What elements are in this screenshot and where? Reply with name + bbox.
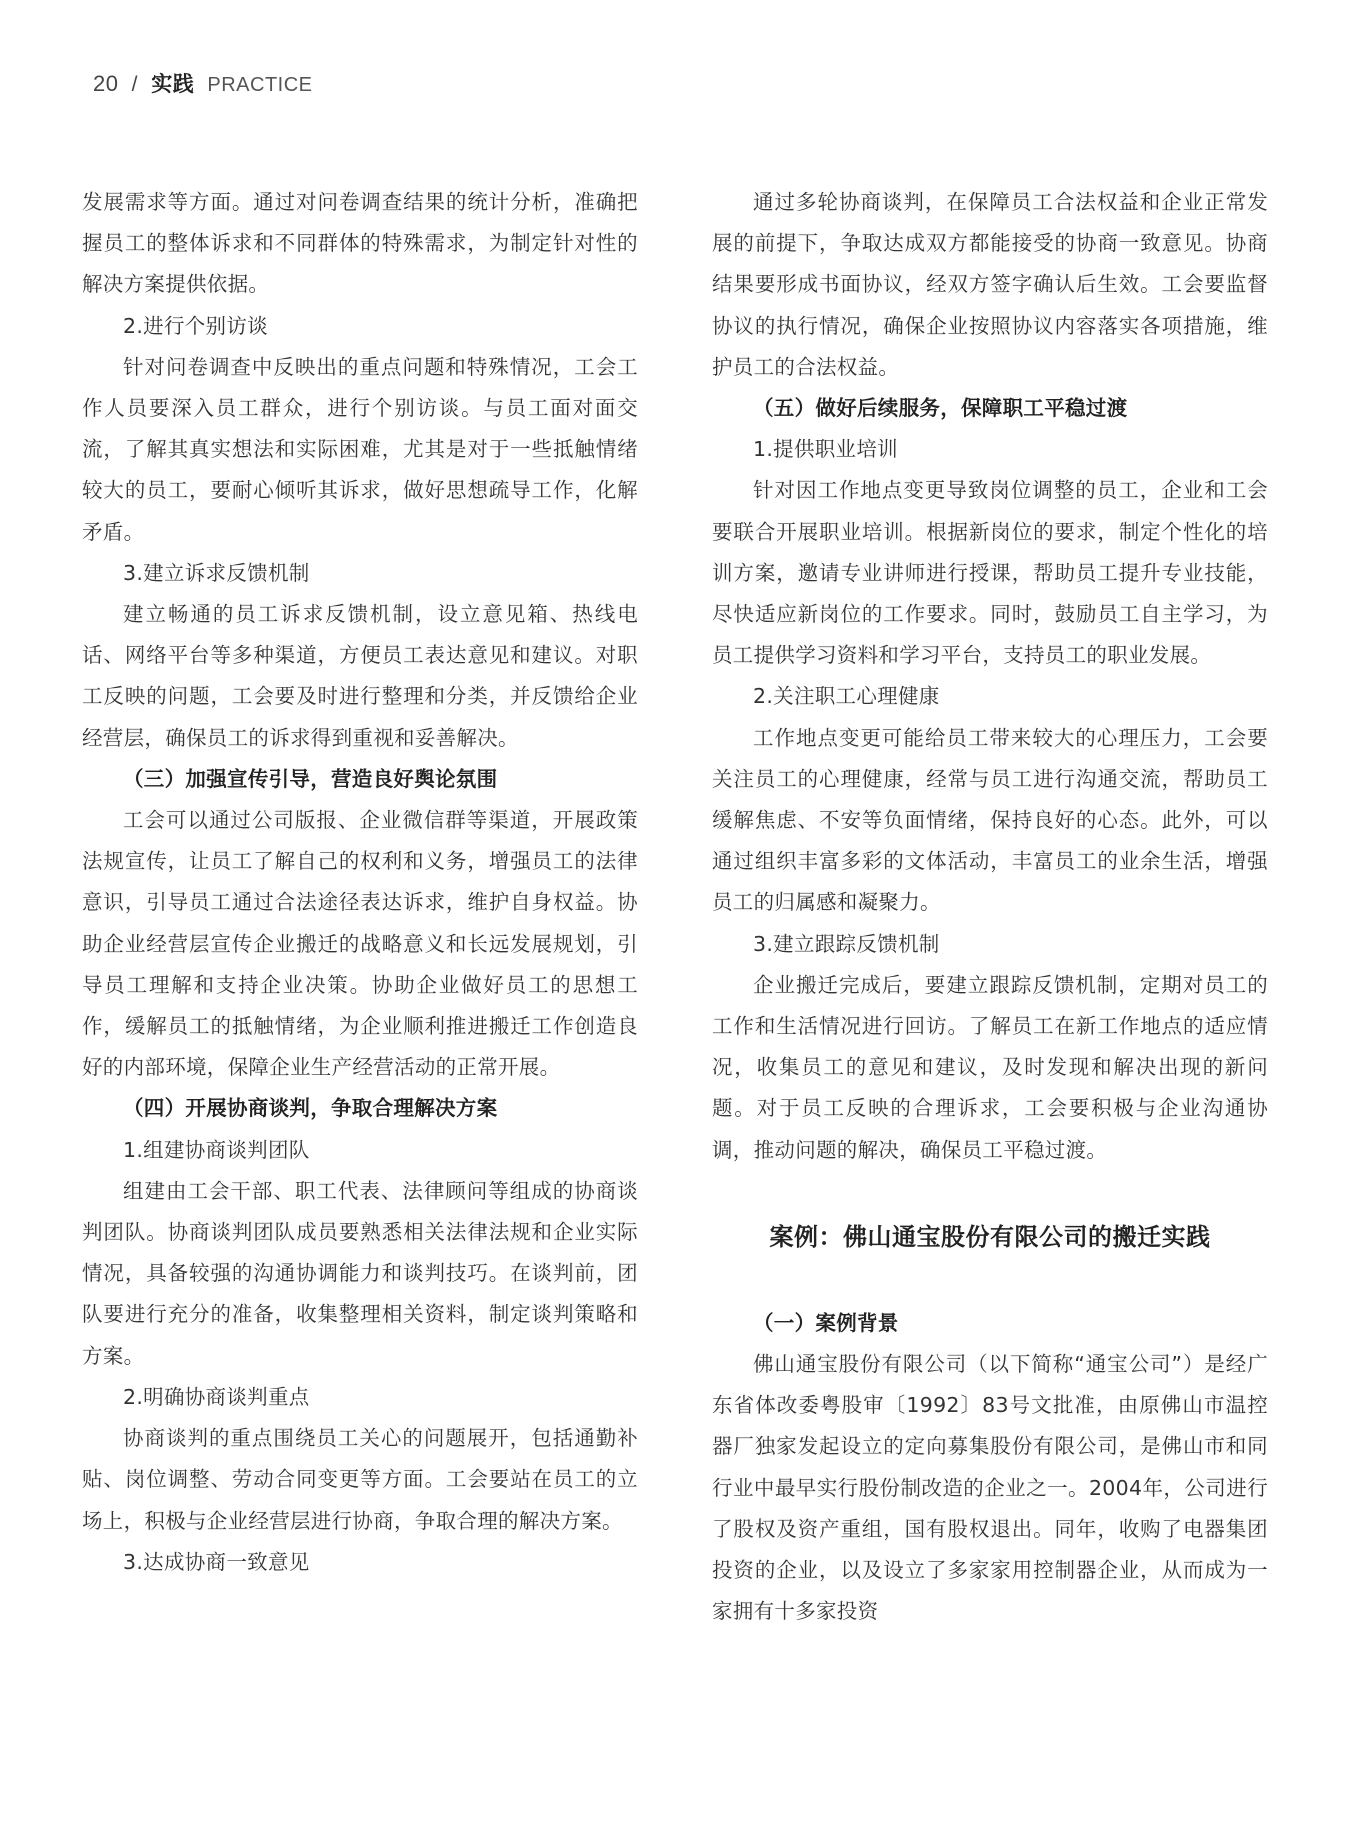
subsection-heading: 1.提供职业培训 [753,437,898,462]
right-column [712,182,1268,1633]
section-title-en: PRACTICE [207,74,313,96]
section-title-cn: 实践 [151,72,195,96]
section-heading: （四）开展协商谈判，争取合理解决方案 [123,1096,498,1121]
body-paragraph: 针对因工作地点变更导致岗位调整的员工，企业和工会要联合开展职业培训。根据新岗位的要求，制定个性化的培训方案，邀请专业讲师进行授课，帮助员工提升专业技能，尽快适应新岗位的工作要求。同时，鼓励员工自主学习，为员工提供学习资料和学习平台，支持员工的职业发展。 [712,478,1268,668]
left-column [82,182,638,1583]
body-paragraph: 佛山通宝股份有限公司（以下简称“通宝公司”）是经广东省体改委粤股审〔1992〕83号文批准，由原佛山市温控器厂独家发起设立的定向募集股份有限公司，是佛山市和同行业中最早实行股份制改造的企业之一。2004年，公司进行了股权及资产重组，国有股权退出。同年，收购了电器集团投资的企业，以及设立了多家家用控制器企业，从而成为一家拥有十多家投资 [712,1352,1268,1624]
header-separator: / [131,73,139,96]
subsection-heading: 3.建立诉求反馈机制 [123,560,310,585]
section-heading: （五）做好后续服务，保障职工平稳过渡 [753,396,1128,421]
body-paragraph: 工会可以通过公司版报、企业微信群等渠道，开展政策法规宣传，让员工了解自己的权利和义务，增强员工的法律意识，引导员工通过合法途径表达诉求，维护自身权益。协助企业经营层宣传企业搬迁的战略意义和长远发展规划，引导员工理解和支持企业决策。协助企业做好员工的思想工作，缓解员工的抵触情绪，为企业顺利推进搬迁工作创造良好的内部环境，保障企业生产经营活动的正常开展。 [82,808,638,1080]
body-paragraph: 协商谈判的重点围绕员工关心的问题展开，包括通勤补贴、岗位调整、劳动合同变更等方面。工会要站在员工的立场上，积极与企业经营层进行协商，争取合理的解决方案。 [82,1426,638,1533]
body-paragraph: 组建由工会干部、职工代表、法律顾问等组成的协商谈判团队。协商谈判团队成员要熟悉相关法律法规和企业实际情况，具备较强的沟通协调能力和谈判技巧。在谈判前，团队要进行充分的准备，收集整理相关资料，制定谈判策略和方案。 [82,1178,638,1368]
body-paragraph: 建立畅通的员工诉求反馈机制，设立意见箱、热线电话、网络平台等多种渠道，方便员工表达意见和建议。对职工反映的问题，工会要及时进行整理和分类，并反馈给企业经营层，确保员工的诉求得到重视和妥善解决。 [82,602,638,750]
subsection-heading: 2.进行个别访谈 [123,313,268,338]
body-paragraph: 针对问卷调查中反映出的重点问题和特殊情况，工会工作人员要深入员工群众，进行个别访谈。与员工面对面交流，了解其真实想法和实际困难，尤其是对于一些抵触情绪较大的员工，要耐心倾听其诉求，做好思想疏导工作，化解矛盾。 [82,354,638,544]
subsection-heading: 3.建立跟踪反馈机制 [753,931,940,956]
case-title: 案例：佛山通宝股份有限公司的搬迁实践 [769,1222,1211,1251]
subsection-heading: 3.达成协商一致意见 [123,1549,310,1574]
body-paragraph-continued: 发展需求等方面。通过对问卷调查结果的统计分析，准确把握员工的整体诉求和不同群体的特殊需求，为制定针对性的解决方案提供依据。 [82,190,638,297]
subsection-heading: 2.明确协商谈判重点 [123,1384,310,1409]
page-header [93,68,313,98]
body-paragraph: 通过多轮协商谈判，在保障员工合法权益和企业正常发展的前提下，争取达成双方都能接受的协商一致意见。协商结果要形成书面协议，经双方签字确认后生效。工会要监督协议的执行情况，确保企业按照协议内容落实各项措施，维护员工的合法权益。 [712,190,1268,379]
page-number: 20 [93,71,119,96]
subsection-heading: 1.组建协商谈判团队 [123,1137,310,1162]
subsection-heading: 2.关注职工心理健康 [753,684,940,709]
section-heading: （一）案例背景 [753,1310,899,1335]
body-paragraph: 企业搬迁完成后，要建立跟踪反馈机制，定期对员工的工作和生活情况进行回访。了解员工在新工作地点的适应情况，收集员工的意见和建议，及时发现和解决出现的新问题。对于员工反映的合理诉求，工会要积极与企业沟通协调，推动问题的解决，确保员工平稳过渡。 [712,972,1268,1162]
body-paragraph: 工作地点变更可能给员工带来较大的心理压力，工会要关注员工的心理健康，经常与员工进行沟通交流，帮助员工缓解焦虑、不安等负面情绪，保持良好的心态。此外，可以通过组织丰富多彩的文体活动，丰富员工的业余生活，增强员工的归属感和凝聚力。 [712,725,1268,915]
section-heading: （三）加强宣传引导，营造良好舆论氛围 [123,766,498,791]
